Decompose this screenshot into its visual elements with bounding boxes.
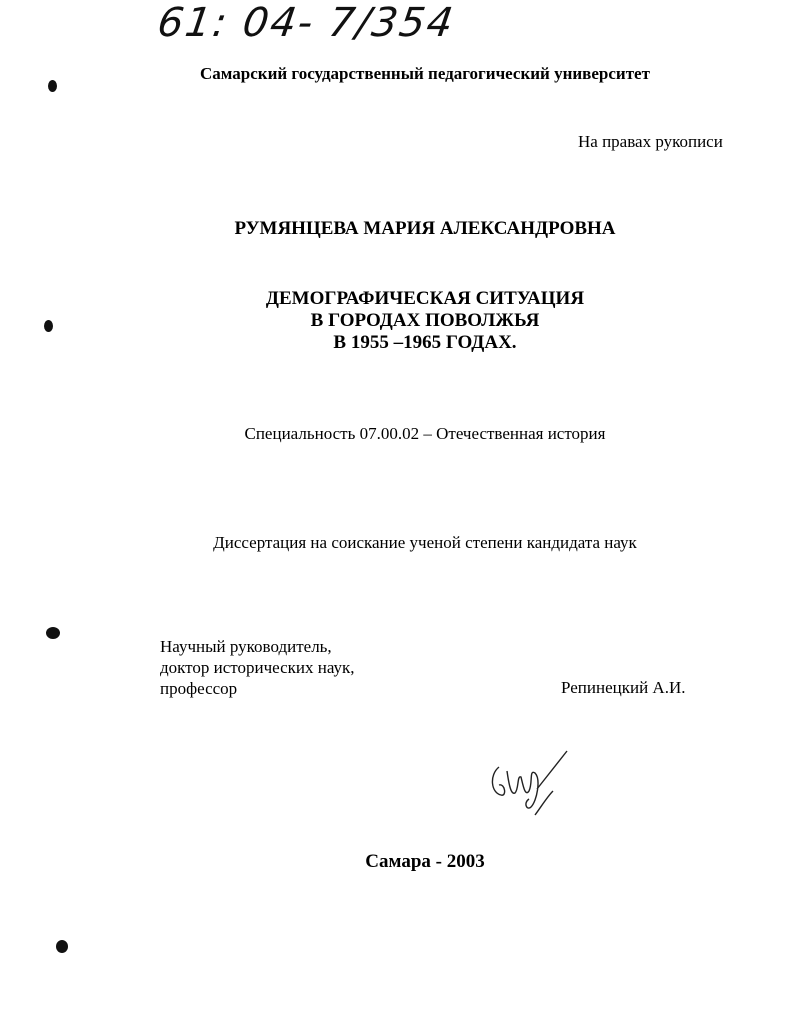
manuscript-rights-note: На правах рукописи <box>578 132 723 151</box>
signature-stroke <box>492 751 567 815</box>
supervisor-block <box>160 636 355 699</box>
supervisor-line: профессор <box>160 679 238 698</box>
specialty: Специальность 07.00.02 – Отечественная история <box>244 424 606 443</box>
university-name: Самарский государственный педагогический университет <box>200 64 650 83</box>
handwritten-archive-code: 61: 04- 7/354 <box>154 0 458 46</box>
dissertation-title <box>0 288 799 354</box>
signature <box>485 745 575 825</box>
supervisor-name: Репинецкий А.И. <box>561 678 686 697</box>
author-name: РУМЯНЦЕВА МАРИЯ АЛЕКСАНДРОВНА <box>234 218 616 239</box>
title-line: В 1955 –1965 ГОДАХ. <box>333 332 517 353</box>
city-year: Самара - 2003 <box>365 851 485 872</box>
supervisor-line: Научный руководитель, <box>160 637 332 656</box>
punch-hole-mark <box>56 940 68 953</box>
title-line: ДЕМОГРАФИЧЕСКАЯ СИТУАЦИЯ <box>265 288 585 309</box>
dissertation-type: Диссертация на соискание ученой степени кандидата наук <box>213 533 637 552</box>
title-line: В ГОРОДАХ ПОВОЛЖЬЯ <box>310 310 540 331</box>
supervisor-line: доктор исторических наук, <box>160 658 355 677</box>
punch-hole-mark <box>46 627 60 639</box>
